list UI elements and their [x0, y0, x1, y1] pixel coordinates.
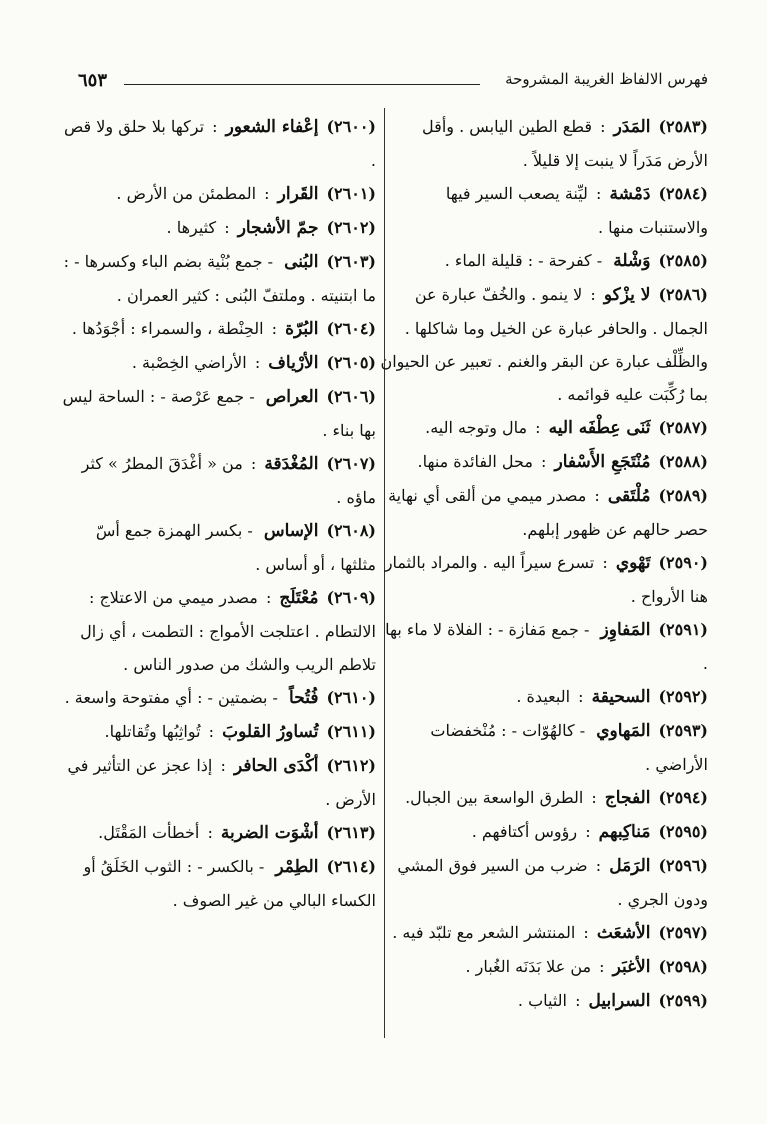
entry-number: (٢٥٩٥): [658, 822, 708, 841]
entry-separator: :: [590, 184, 607, 203]
entry-number: (٢٥٩١): [658, 620, 708, 639]
entry-number: (٢٥٨٨): [658, 452, 708, 471]
glossary-entry: [58, 177, 376, 211]
glossary-entry: [378, 110, 708, 177]
glossary-entry: [58, 110, 376, 177]
glossary-entry: [58, 380, 376, 447]
entry-definition: محل الفائدة منها.: [417, 452, 533, 471]
glossary-entry: [378, 177, 708, 244]
glossary-entry: [58, 312, 376, 346]
entry-definition: من « أغْدَقَ المطرُ » كثر ماؤه .: [81, 454, 376, 507]
entry-number: (٢٦٠٠): [326, 117, 376, 136]
right-column: [378, 110, 708, 1018]
entry-number: (٢٦٠٩): [326, 588, 376, 607]
entry-headword: السرابيل: [588, 991, 651, 1011]
entry-separator: :: [589, 486, 605, 505]
glossary-entry: [58, 581, 376, 681]
entry-separator: :: [597, 553, 613, 572]
entry-definition: - كفرحة - : قليلة الماء .: [444, 251, 603, 270]
entry-headword: المَفاوِز: [600, 620, 651, 640]
entry-separator: :: [530, 418, 546, 437]
entry-number: (٢٥٩٨): [658, 957, 708, 976]
entry-definition: - بكسر الهمزة جمع أسّ مثلثها ، أو أساس .: [95, 521, 376, 574]
entry-separator: :: [202, 823, 218, 842]
entry-separator: :: [569, 991, 586, 1010]
glossary-entry: [378, 849, 708, 916]
entry-headword: المَدَر: [613, 117, 651, 137]
entry-separator: :: [249, 353, 266, 372]
entry-separator: :: [590, 856, 607, 875]
entry-headword: السحيقة: [591, 687, 651, 707]
glossary-entry: [58, 211, 376, 245]
entry-definition: قطع الطين اليابس . وأقل الأرض مَدَراً لا ينبت إلا قليلاً .: [422, 117, 708, 170]
entry-definition: - بالكسر - : الثوب الخَلَقُ أو الكساء البالي من غير الصوف .: [83, 857, 376, 910]
entry-headword: الرَمَل: [609, 856, 651, 876]
entry-separator: [588, 721, 593, 740]
running-header: [78, 62, 708, 102]
entry-separator: [281, 688, 286, 707]
entry-headword: أشْوَت الضربة: [220, 823, 319, 843]
glossary-entry: [378, 714, 708, 781]
entry-definition: - جمع مَفازة - : الفلاة لا ماء بها .: [385, 620, 708, 673]
entry-separator: :: [580, 822, 596, 841]
glossary-entry: [58, 514, 376, 581]
entry-definition: الحِنْطة ، والسمراء : أجْوَدُها .: [71, 319, 264, 338]
entry-headword: البُنى: [284, 252, 319, 272]
entry-definition: من علا بَدَنَه الغُبار .: [465, 957, 592, 976]
glossary-entry: [378, 244, 708, 278]
entry-separator: :: [595, 117, 611, 136]
glossary-entry: [378, 613, 708, 680]
entry-number: (٢٥٩٩): [658, 991, 708, 1010]
entry-separator: :: [215, 756, 231, 775]
entry-definition: - جمع عَرْصة - : الساحة ليس بها بناء .: [62, 387, 376, 440]
entry-number: (٢٦١٠): [326, 688, 376, 707]
entry-definition: الثياب .: [517, 991, 567, 1010]
page-number: ٦٥٣: [78, 70, 108, 91]
entry-number: (٢٥٨٧): [658, 418, 708, 437]
entry-headword: جمّ الأشجار: [237, 218, 319, 238]
glossary-entry: [378, 411, 708, 445]
entry-headword: الأشعَث: [596, 923, 651, 943]
entry-number: (٢٦١٣): [326, 823, 376, 842]
entry-separator: :: [594, 957, 610, 976]
entry-separator: [256, 521, 261, 540]
entry-definition: رؤوس أكتافهم .: [471, 822, 578, 841]
entry-separator: [267, 857, 272, 876]
entry-number: (٢٥٨٣): [658, 117, 708, 136]
entry-separator: [605, 251, 610, 270]
entry-definition: مصدر ميمي من الاعتلاج : الالتطام . اعتلجت الأمواج : التطمت ، أي زال تلاطم الريب والشك من صدور الناس .: [80, 588, 376, 674]
glossary-entry: [378, 781, 708, 815]
entry-number: (٢٥٨٦): [658, 285, 708, 304]
entry-separator: :: [585, 285, 601, 304]
entry-headword: مُعْتَلَج: [279, 588, 319, 608]
entry-number: (٢٥٩٠): [658, 553, 708, 572]
entry-number: (٢٦٠٨): [326, 521, 376, 540]
glossary-entry: [378, 546, 708, 613]
entry-definition: تركها بلا حلق ولا قص .: [63, 117, 376, 170]
entry-definition: الطرق الواسعة بين الجبال.: [405, 788, 584, 807]
entry-definition: المطمئن من الأرض .: [116, 184, 257, 203]
entry-definition: - جمع بُنْية بضم الباء وكسرها - : ما ابتنيته . وملتفّ البُنى : كثير العمران .: [63, 252, 376, 305]
entry-headword: الفجاج: [604, 788, 651, 808]
entry-definition: ليِّنة يصعب السير فيها والاستنبات منها .: [445, 184, 708, 237]
entry-headword: دَمْشة: [609, 184, 651, 204]
entry-number: (٢٦٠٢): [326, 218, 376, 237]
entry-number: (٢٦٠٧): [326, 454, 376, 473]
entry-headword: الطِمْر: [275, 857, 319, 877]
entry-headword: أكْدَى الحافر: [233, 756, 319, 776]
entry-number: (٢٥٩٤): [658, 788, 708, 807]
glossary-entry: [378, 950, 708, 984]
glossary-entry: [58, 346, 376, 380]
entry-headword: تُساورُ القلوبَ: [222, 722, 319, 742]
entry-definition: مصدر ميمي من ألقى أي نهاية حصر حالهم عن ظهور إبلهم.: [388, 486, 708, 539]
entry-headword: وَشْلة: [613, 251, 651, 271]
entry-headword: القَرار: [277, 184, 319, 204]
entry-separator: :: [578, 923, 594, 942]
entry-separator: :: [203, 722, 220, 741]
entry-headword: تَهْوي: [615, 553, 651, 573]
glossary-entry: [378, 680, 708, 714]
entry-definition: مال وتوجه اليه.: [425, 418, 528, 437]
glossary-entry: [378, 278, 708, 411]
entry-separator: :: [573, 687, 589, 706]
entry-number: (٢٥٨٥): [658, 251, 708, 270]
entry-separator: [258, 387, 263, 406]
glossary-entry: [58, 245, 376, 312]
entry-headword: لا يزْكو: [603, 285, 651, 305]
entry-headword: إعْفاء الشعور: [225, 117, 319, 137]
entry-separator: [276, 252, 281, 271]
entry-number: (٢٥٨٩): [658, 486, 708, 505]
entry-definition: لا ينمو . والخُفّ عبارة عن الجمال . والحافر عبارة عن الخيل وما شاكلها . والظِّلْف عبارة عن البقر والغنم . تعبير عن الحيوان بما رُكِّبَت عليه قوائمه .: [380, 285, 708, 404]
entry-definition: البعيدة .: [516, 687, 571, 706]
entry-number: (٢٦٠٥): [326, 353, 376, 372]
entry-definition: أخطأت المَقْتَل.: [98, 823, 200, 842]
entry-definition: المنتشر الشعر مع تلبّد فيه .: [392, 923, 576, 942]
entry-headword: مُلْتَقى: [607, 486, 651, 506]
entry-separator: :: [586, 788, 602, 807]
entry-headword: مَناكِبهم: [598, 822, 651, 842]
entry-definition: كثيرها .: [166, 218, 217, 237]
entry-headword: الأغبَر: [612, 957, 651, 977]
glossary-entry: [378, 916, 708, 950]
entry-headword: الإساس: [263, 521, 319, 541]
entry-number: (٢٦٠١): [326, 184, 376, 203]
entry-number: (٢٦١٢): [326, 756, 376, 775]
entry-separator: :: [219, 218, 235, 237]
entry-number: (٢٦٠٦): [326, 387, 376, 406]
entry-number: (٢٥٩٦): [658, 856, 708, 875]
entry-headword: الأرْياف: [268, 353, 319, 373]
entry-separator: :: [260, 588, 277, 607]
entry-headword: المُغْدَقة: [264, 454, 319, 474]
glossary-entry: [378, 984, 708, 1018]
entry-separator: :: [207, 117, 223, 136]
entry-number: (٢٥٩٧): [658, 923, 708, 942]
entry-number: (٢٥٩٣): [658, 721, 708, 740]
entry-headword: ثَنَى عِطْفَه اليه: [548, 418, 651, 438]
glossary-entry: [58, 749, 376, 816]
entry-number: (٢٦١٤): [326, 857, 376, 876]
entry-definition: تُواثِبُها وتُقاتلها.: [104, 722, 201, 741]
entry-headword: العراص: [265, 387, 319, 407]
glossary-entry: [58, 816, 376, 850]
entry-headword: المَهاوي: [596, 721, 651, 741]
glossary-entry: [58, 447, 376, 514]
entry-definition: الأراضي الخِصْبة .: [131, 353, 247, 372]
entry-number: (٢٦٠٤): [326, 319, 376, 338]
entry-number: (٢٦٠٣): [326, 252, 376, 271]
entry-separator: :: [535, 452, 552, 471]
glossary-entry: [58, 715, 376, 749]
entry-separator: :: [266, 319, 283, 338]
header-rule: [124, 84, 480, 85]
entry-definition: ضرب من السير فوق المشي ودون الجري .: [397, 856, 708, 909]
left-column: [58, 110, 376, 917]
entry-number: (٢٥٩٢): [658, 687, 708, 706]
entry-definition: إذا عجز عن التأثير في الأرض .: [67, 756, 376, 809]
glossary-entry: [58, 681, 376, 715]
glossary-entry: [378, 479, 708, 546]
entry-separator: :: [245, 454, 262, 473]
entry-headword: البُرّة: [285, 319, 319, 339]
entry-number: (٢٥٨٤): [658, 184, 708, 203]
glossary-entry: [378, 815, 708, 849]
entry-number: (٢٦١١): [326, 722, 376, 741]
entry-separator: [592, 620, 597, 639]
glossary-entry: [58, 850, 376, 917]
entry-definition: تسرع سيراً اليه . والمراد بالثمار هنا الأرواح .: [384, 553, 708, 606]
entry-definition: - بضمتين - : أي مفتوحة واسعة .: [64, 688, 278, 707]
glossary-entry: [378, 445, 708, 479]
entry-headword: مُنْتَجَعِ الأَسْفار: [554, 452, 651, 472]
entry-separator: :: [259, 184, 275, 203]
running-title: فهرس الالفاظ الغريبة المشروحة: [505, 70, 708, 88]
entry-definition: - كالهُوّات - : مُنْخفضات الأراضي .: [430, 721, 708, 774]
entry-headword: فُتُحاً: [289, 688, 319, 708]
